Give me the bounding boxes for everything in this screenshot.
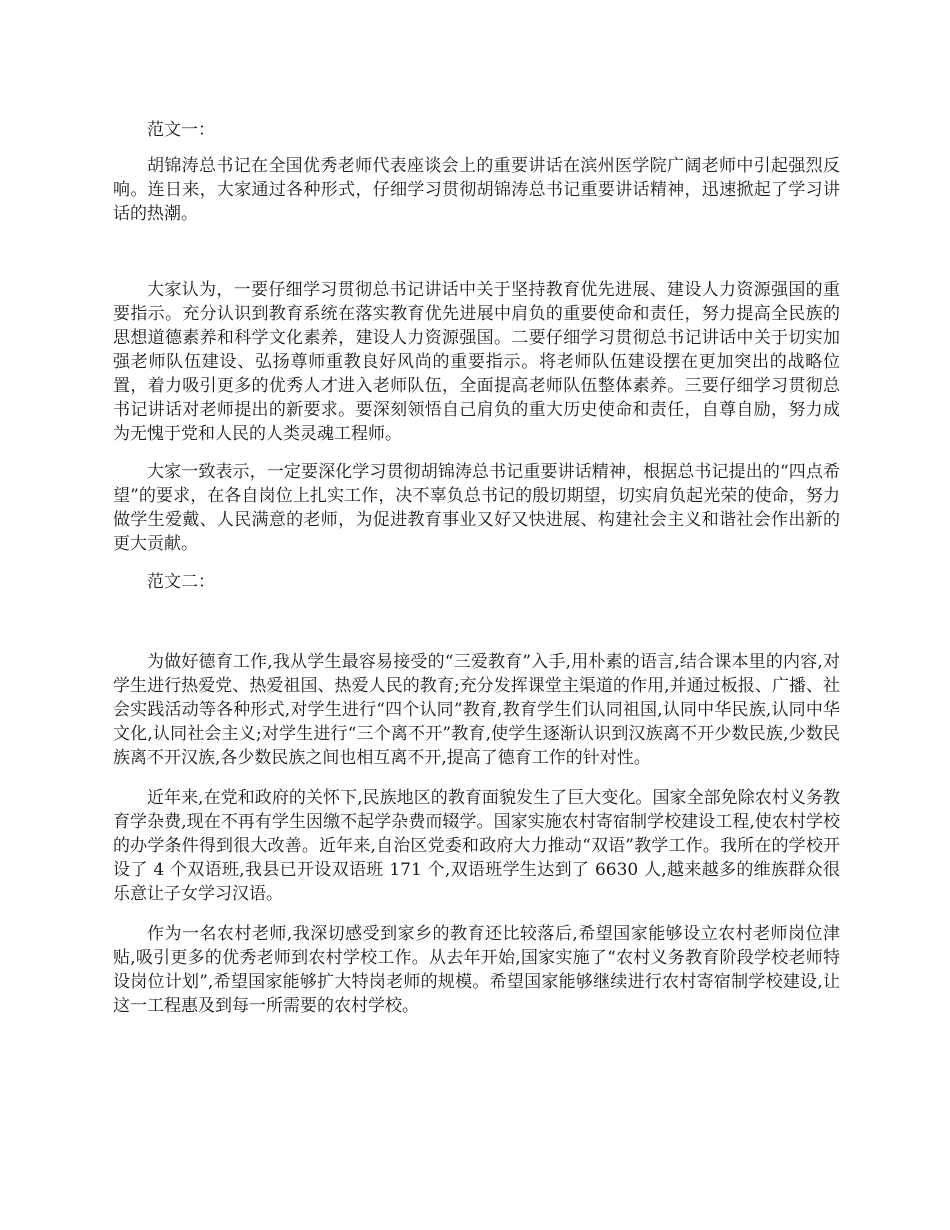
paragraph: 大家认为，一要仔细学习贯彻总书记讲话中关于坚持教育优先进展、建设人力资源强国的重要指示。充分认识到教育系统在落实教育优先进展中肩负的重要使命和责任，努力提高全民族的思想道德素养和科学文化素养，建设人力资源强国。二要仔细学习贯彻总书记讲话中关于切实加强老师队伍建设、弘扬尊师重教良好风尚的重要指示。将老师队伍建设摆在更加突出的战略位置，着力吸引更多的优秀人才进入老师队伍，全面提高老师队伍整体素养。三要仔细学习贯彻总书记讲话对老师提出的新要求。要深刻领悟自己肩负的重大历史使命和责任，自尊自励，努力成为无愧于党和人民的人类灵魂工程师。 [113, 280, 840, 444]
paragraph: 大家一致表示，一定要深化学习贯彻胡锦涛总书记重要讲话精神，根据总书记提出的“四点希望”的要求，在各自岗位上扎实工作，决不辜负总书记的殷切期望，切实肩负起光荣的使命，努力做学生爱戴、人民满意的老师，为促进教育事业又好又快进展、构建社会主义和谐社会作出新的更大贡献。 [113, 462, 840, 554]
section-heading-2: 范文二： [147, 572, 215, 592]
paragraph: 作为一名农村老师,我深切感受到家乡的教育还比较落后,希望国家能够设立农村老师岗位津贴,吸引更多的优秀老师到农村学校工作。从去年开始,国家实施了“农村义务教育阶段学校老师特设岗位计划”,希望国家能够扩大特岗老师的规模。希望国家能够继续进行农村寄宿制学校建设,让这一工程惠及到每一所需要的农村学校。 [113, 924, 840, 1016]
paragraph: 胡锦涛总书记在全国优秀老师代表座谈会上的重要讲话在滨州医学院广阔老师中引起强烈反响。连日来，大家通过各种形式，仔细学习贯彻胡锦涛总书记重要讲话精神，迅速掀起了学习讲话的热潮。 [113, 156, 840, 224]
document-body [113, 118, 840, 1018]
paragraph: 近年来,在党和政府的关怀下,民族地区的教育面貌发生了巨大变化。国家全部免除农村义务教育学杂费,现在不再有学生因缴不起学杂费而辍学。国家实施农村寄宿制学校建设工程,使农村学校的办学条件得到很大改善。近年来,自治区党委和政府大力推动“双语”教学工作。我所在的学校开设了 4 个双语班,我县已开设双语班 171 个,双语班学生达到了 6630 人,越来越多的维族群众很乐意让子女学习汉语。 [113, 788, 840, 904]
section-heading-1: 范文一： [147, 120, 215, 140]
paragraph: 为做好德育工作,我从学生最容易接受的“三爱教育”入手,用朴素的语言,结合课本里的内容,对学生进行热爱党、热爱祖国、热爱人民的教育;充分发挥课堂主渠道的作用,并通过板报、广播、社会实践活动等各种形式,对学生进行“四个认同”教育,教育学生们认同祖国,认同中华民族,认同中华文化,认同社会主义;对学生进行“三个离不开”教育,使学生逐渐认识到汉族离不开少数民族,少数民族离不开汉族,各少数民族之间也相互离不开,提高了德育工作的针对性。 [113, 652, 840, 768]
